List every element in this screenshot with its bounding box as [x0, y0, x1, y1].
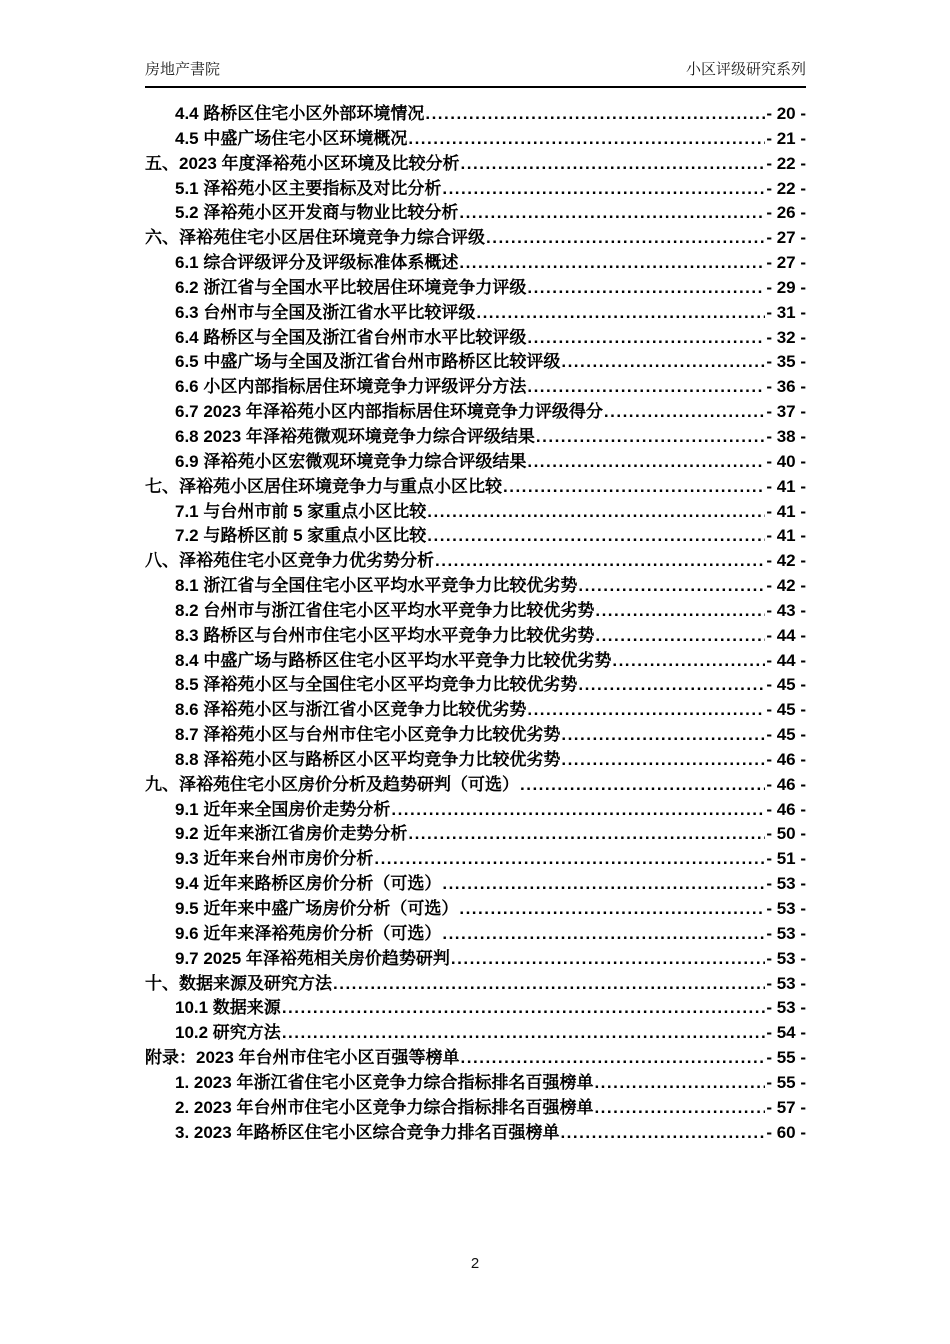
toc-entry-page-number: - 22 - — [766, 178, 806, 198]
toc-entry-page-number: - 45 - — [766, 725, 806, 745]
header-right-text: 小区评级研究系列 — [685, 61, 806, 78]
toc-entry — [145, 350, 806, 375]
toc-entry — [145, 375, 806, 400]
toc-entry-page-number: - 53 - — [766, 923, 806, 943]
toc-dot-leader — [612, 649, 765, 674]
toc-entry-page-number: - 22 - — [766, 153, 806, 173]
toc-entry — [145, 1021, 806, 1046]
toc-entry — [145, 698, 806, 723]
toc-entry-page-number: - 36 - — [766, 377, 806, 397]
toc-entry — [145, 947, 806, 972]
toc-entry-page-number: - 46 - — [766, 799, 806, 819]
toc-entry-page-number: - 41 - — [766, 501, 806, 521]
toc-dot-leader — [459, 251, 765, 276]
toc-entry-title: 3. 2023 年路桥区住宅小区综合竞争力排名百强榜单 — [175, 1122, 560, 1142]
toc-entry-title: 1. 2023 年浙江省住宅小区竞争力综合指标排名百强榜单 — [175, 1072, 594, 1092]
toc-entry — [145, 251, 806, 276]
toc-dot-leader — [536, 425, 765, 450]
toc-entry-title: 8.7 泽裕苑小区与台州市住宅小区竞争力比较优劣势 — [175, 725, 561, 745]
toc-entry-title: 6.5 中盛广场与全国及浙江省台州市路桥区比较评级 — [175, 352, 561, 372]
toc-entry-title: 附录：2023 年台州市住宅小区百强等榜单 — [145, 1048, 460, 1068]
toc-dot-leader — [442, 922, 765, 947]
toc-entry-title: 8.1 浙江省与全国住宅小区平均水平竞争力比较优劣势 — [175, 576, 578, 596]
toc-entry-title: 9.5 近年来中盛广场房价分析（可选） — [175, 899, 459, 918]
toc-dot-leader — [442, 872, 765, 897]
toc-dot-leader — [435, 549, 765, 574]
toc-entry-page-number: - 53 - — [766, 899, 806, 918]
toc-entry-title: 9.3 近年来台州市房价分析 — [175, 849, 374, 869]
toc-dot-leader — [374, 847, 765, 872]
toc-entry — [145, 301, 806, 326]
toc-entry — [145, 624, 806, 649]
toc-entry-page-number: - 32 - — [766, 327, 806, 347]
toc-entry-page-number: - 50 - — [766, 824, 806, 844]
toc-entry-title: 7.2 与路桥区前 5 家重点小区比较 — [175, 526, 427, 546]
toc-entry — [145, 500, 806, 525]
toc-dot-leader — [527, 276, 765, 301]
toc-entry — [145, 773, 806, 798]
toc-entry-page-number: - 53 - — [766, 998, 806, 1018]
toc-dot-leader — [442, 177, 765, 202]
toc-entry-page-number: - 53 - — [766, 874, 806, 894]
toc-entry-page-number: - 20 - — [766, 104, 806, 123]
toc-dot-leader — [527, 375, 765, 400]
toc-entry — [145, 599, 806, 624]
toc-dot-leader — [282, 1021, 766, 1046]
toc-entry-title: 6.1 综合评级评分及评级标准体系概述 — [175, 253, 459, 273]
toc-entry-page-number: - 42 - — [766, 576, 806, 596]
toc-dot-leader — [578, 574, 765, 599]
toc-entry-title: 9.4 近年来路桥区房价分析（可选） — [175, 874, 442, 894]
toc-entry-title: 8.5 泽裕苑小区与全国住宅小区平均竞争力比较优劣势 — [175, 675, 578, 695]
toc-entry-page-number: - 45 - — [766, 675, 806, 695]
toc-dot-leader — [604, 400, 765, 425]
toc-entry-title: 九、泽裕苑住宅小区房价分析及趋势研判（可选） — [145, 774, 519, 794]
toc-entry-title: 9.6 近年来泽裕苑房价分析（可选） — [175, 923, 442, 943]
toc-entry-title: 6.8 2023 年泽裕苑微观环境竞争力综合评级结果 — [175, 426, 535, 446]
toc-entry-title: 8.3 路桥区与台州市住宅小区平均水平竞争力比较优劣势 — [175, 625, 595, 645]
toc-entry-page-number: - 55 - — [766, 1072, 806, 1092]
toc-entry — [145, 102, 806, 127]
toc-dot-leader — [527, 326, 765, 351]
toc-entry-page-number: - 29 - — [766, 277, 806, 297]
toc-entry — [145, 549, 806, 574]
toc-entry-title: 七、泽裕苑小区居住环境竞争力与重点小区比较 — [145, 476, 502, 496]
toc-entry-title: 十、数据来源及研究方法 — [145, 973, 332, 993]
table-of-contents — [145, 102, 806, 1145]
toc-dot-leader — [595, 624, 765, 649]
toc-entry — [145, 897, 806, 922]
toc-dot-leader — [333, 972, 765, 997]
toc-entry-title: 4.5 中盛广场住宅小区环境概况 — [175, 128, 408, 148]
toc-dot-leader — [561, 723, 765, 748]
toc-entry-page-number: - 41 - — [766, 526, 806, 546]
toc-dot-leader — [461, 152, 766, 177]
toc-entry-title: 4.4 路桥区住宅小区外部环境情况 — [175, 104, 425, 123]
toc-entry-title: 8.6 泽裕苑小区与浙江省小区竞争力比较优劣势 — [175, 700, 527, 720]
toc-dot-leader — [459, 201, 765, 226]
toc-dot-leader — [451, 947, 765, 972]
toc-entry-page-number: - 60 - — [766, 1122, 806, 1142]
toc-dot-leader — [391, 798, 765, 823]
toc-dot-leader — [527, 450, 765, 475]
toc-entry — [145, 996, 806, 1021]
toc-entry-title: 5.2 泽裕苑小区开发商与物业比较分析 — [175, 203, 459, 223]
toc-dot-leader — [594, 1096, 765, 1121]
toc-entry-title: 8.2 台州市与浙江省住宅小区平均水平竞争力比较优劣势 — [175, 600, 595, 620]
toc-dot-leader — [560, 1121, 765, 1146]
toc-entry-page-number: - 44 - — [766, 625, 806, 645]
toc-entry-page-number: - 42 - — [766, 551, 806, 571]
toc-dot-leader — [561, 350, 765, 375]
toc-entry-page-number: - 53 - — [766, 973, 806, 993]
toc-entry-page-number: - 46 - — [766, 774, 806, 794]
toc-entry — [145, 822, 806, 847]
page-header — [145, 58, 806, 88]
toc-dot-leader — [476, 301, 765, 326]
toc-entry-title: 六、泽裕苑住宅小区居住环境竞争力综合评级 — [145, 228, 485, 248]
toc-entry — [145, 177, 806, 202]
toc-entry-page-number: - 45 - — [766, 700, 806, 720]
toc-entry-page-number: - 27 - — [766, 253, 806, 273]
toc-entry — [145, 649, 806, 674]
toc-dot-leader — [408, 127, 765, 152]
toc-entry — [145, 723, 806, 748]
toc-entry-title: 6.9 泽裕苑小区宏微观环境竞争力综合评级结果 — [175, 451, 527, 471]
toc-entry-page-number: - 40 - — [766, 451, 806, 471]
toc-entry — [145, 276, 806, 301]
toc-entry-title: 10.2 研究方法 — [175, 1023, 281, 1043]
toc-entry — [145, 673, 806, 698]
toc-dot-leader — [527, 698, 765, 723]
toc-entry-page-number: - 54 - — [766, 1023, 806, 1043]
toc-dot-leader — [486, 226, 765, 251]
toc-entry — [145, 475, 806, 500]
toc-dot-leader — [520, 773, 765, 798]
toc-entry-title: 八、泽裕苑住宅小区竞争力优劣势分析 — [145, 551, 434, 571]
toc-entry — [145, 450, 806, 475]
toc-entry-page-number: - 31 - — [766, 302, 806, 322]
toc-dot-leader — [595, 599, 765, 624]
toc-dot-leader — [459, 897, 765, 922]
toc-entry-title: 9.7 2025 年泽裕苑相关房价趋势研判 — [175, 948, 450, 968]
toc-entry — [145, 425, 806, 450]
toc-entry-title: 6.3 台州市与全国及浙江省水平比较评级 — [175, 302, 476, 322]
toc-entry-title: 2. 2023 年台州市住宅小区竞争力综合指标排名百强榜单 — [175, 1097, 594, 1117]
toc-entry — [145, 152, 806, 177]
toc-entry — [145, 400, 806, 425]
toc-entry — [145, 1121, 806, 1146]
toc-entry-page-number: - 26 - — [766, 203, 806, 223]
toc-entry-title: 8.4 中盛广场与路桥区住宅小区平均水平竞争力比较优劣势 — [175, 650, 612, 670]
toc-dot-leader — [503, 475, 765, 500]
toc-entry — [145, 847, 806, 872]
toc-entry-page-number: - 38 - — [766, 426, 806, 446]
toc-entry-page-number: - 55 - — [766, 1048, 806, 1068]
toc-entry-page-number: - 57 - — [766, 1097, 806, 1117]
toc-dot-leader — [408, 822, 765, 847]
toc-entry — [145, 748, 806, 773]
header-left-text: 房地产書院 — [145, 61, 221, 78]
toc-entry-page-number: - 51 - — [766, 849, 806, 869]
toc-dot-leader — [282, 996, 766, 1021]
toc-entry — [145, 226, 806, 251]
toc-entry — [145, 574, 806, 599]
toc-dot-leader — [427, 500, 765, 525]
toc-entry-page-number: - 44 - — [766, 650, 806, 670]
toc-entry-page-number: - 37 - — [766, 402, 806, 422]
toc-entry-title: 9.2 近年来浙江省房价走势分析 — [175, 824, 408, 844]
toc-entry — [145, 798, 806, 823]
toc-entry — [145, 201, 806, 226]
toc-entry-title: 6.6 小区内部指标居住环境竞争力评级评分方法 — [175, 377, 527, 397]
toc-entry — [145, 1071, 806, 1096]
toc-entry — [145, 326, 806, 351]
toc-entry — [145, 1046, 806, 1071]
toc-entry-page-number: - 41 - — [766, 476, 806, 496]
toc-dot-leader — [561, 748, 765, 773]
toc-entry-page-number: - 46 - — [766, 749, 806, 769]
toc-entry — [145, 872, 806, 897]
toc-dot-leader — [425, 102, 765, 127]
toc-dot-leader — [427, 524, 765, 549]
toc-entry — [145, 1096, 806, 1121]
toc-entry-title: 6.4 路桥区与全国及浙江省台州市水平比较评级 — [175, 327, 527, 347]
toc-entry-title: 6.7 2023 年泽裕苑小区内部指标居住环境竞争力评级得分 — [175, 402, 603, 422]
toc-entry — [145, 524, 806, 549]
toc-entry-page-number: - 21 - — [766, 128, 806, 148]
toc-entry — [145, 127, 806, 152]
toc-entry-page-number: - 43 - — [766, 600, 806, 620]
toc-entry — [145, 972, 806, 997]
toc-entry-title: 10.1 数据来源 — [175, 998, 281, 1018]
toc-dot-leader — [461, 1046, 766, 1071]
toc-entry-title: 8.8 泽裕苑小区与路桥区小区平均竞争力比较优劣势 — [175, 749, 561, 769]
toc-entry-title: 9.1 近年来全国房价走势分析 — [175, 799, 391, 819]
page-number: 2 — [470, 1255, 480, 1272]
toc-entry-page-number: - 27 - — [766, 228, 806, 248]
toc-entry-title: 7.1 与台州市前 5 家重点小区比较 — [175, 501, 427, 521]
toc-entry-page-number: - 53 - — [766, 948, 806, 968]
toc-dot-leader — [594, 1071, 765, 1096]
toc-entry — [145, 922, 806, 947]
toc-entry-page-number: - 35 - — [766, 352, 806, 372]
toc-entry-title: 6.2 浙江省与全国水平比较居住环境竞争力评级 — [175, 277, 527, 297]
toc-dot-leader — [578, 673, 765, 698]
toc-entry-title: 5.1 泽裕苑小区主要指标及对比分析 — [175, 178, 442, 198]
toc-entry-title: 五、2023 年度泽裕苑小区环境及比较分析 — [145, 153, 460, 173]
